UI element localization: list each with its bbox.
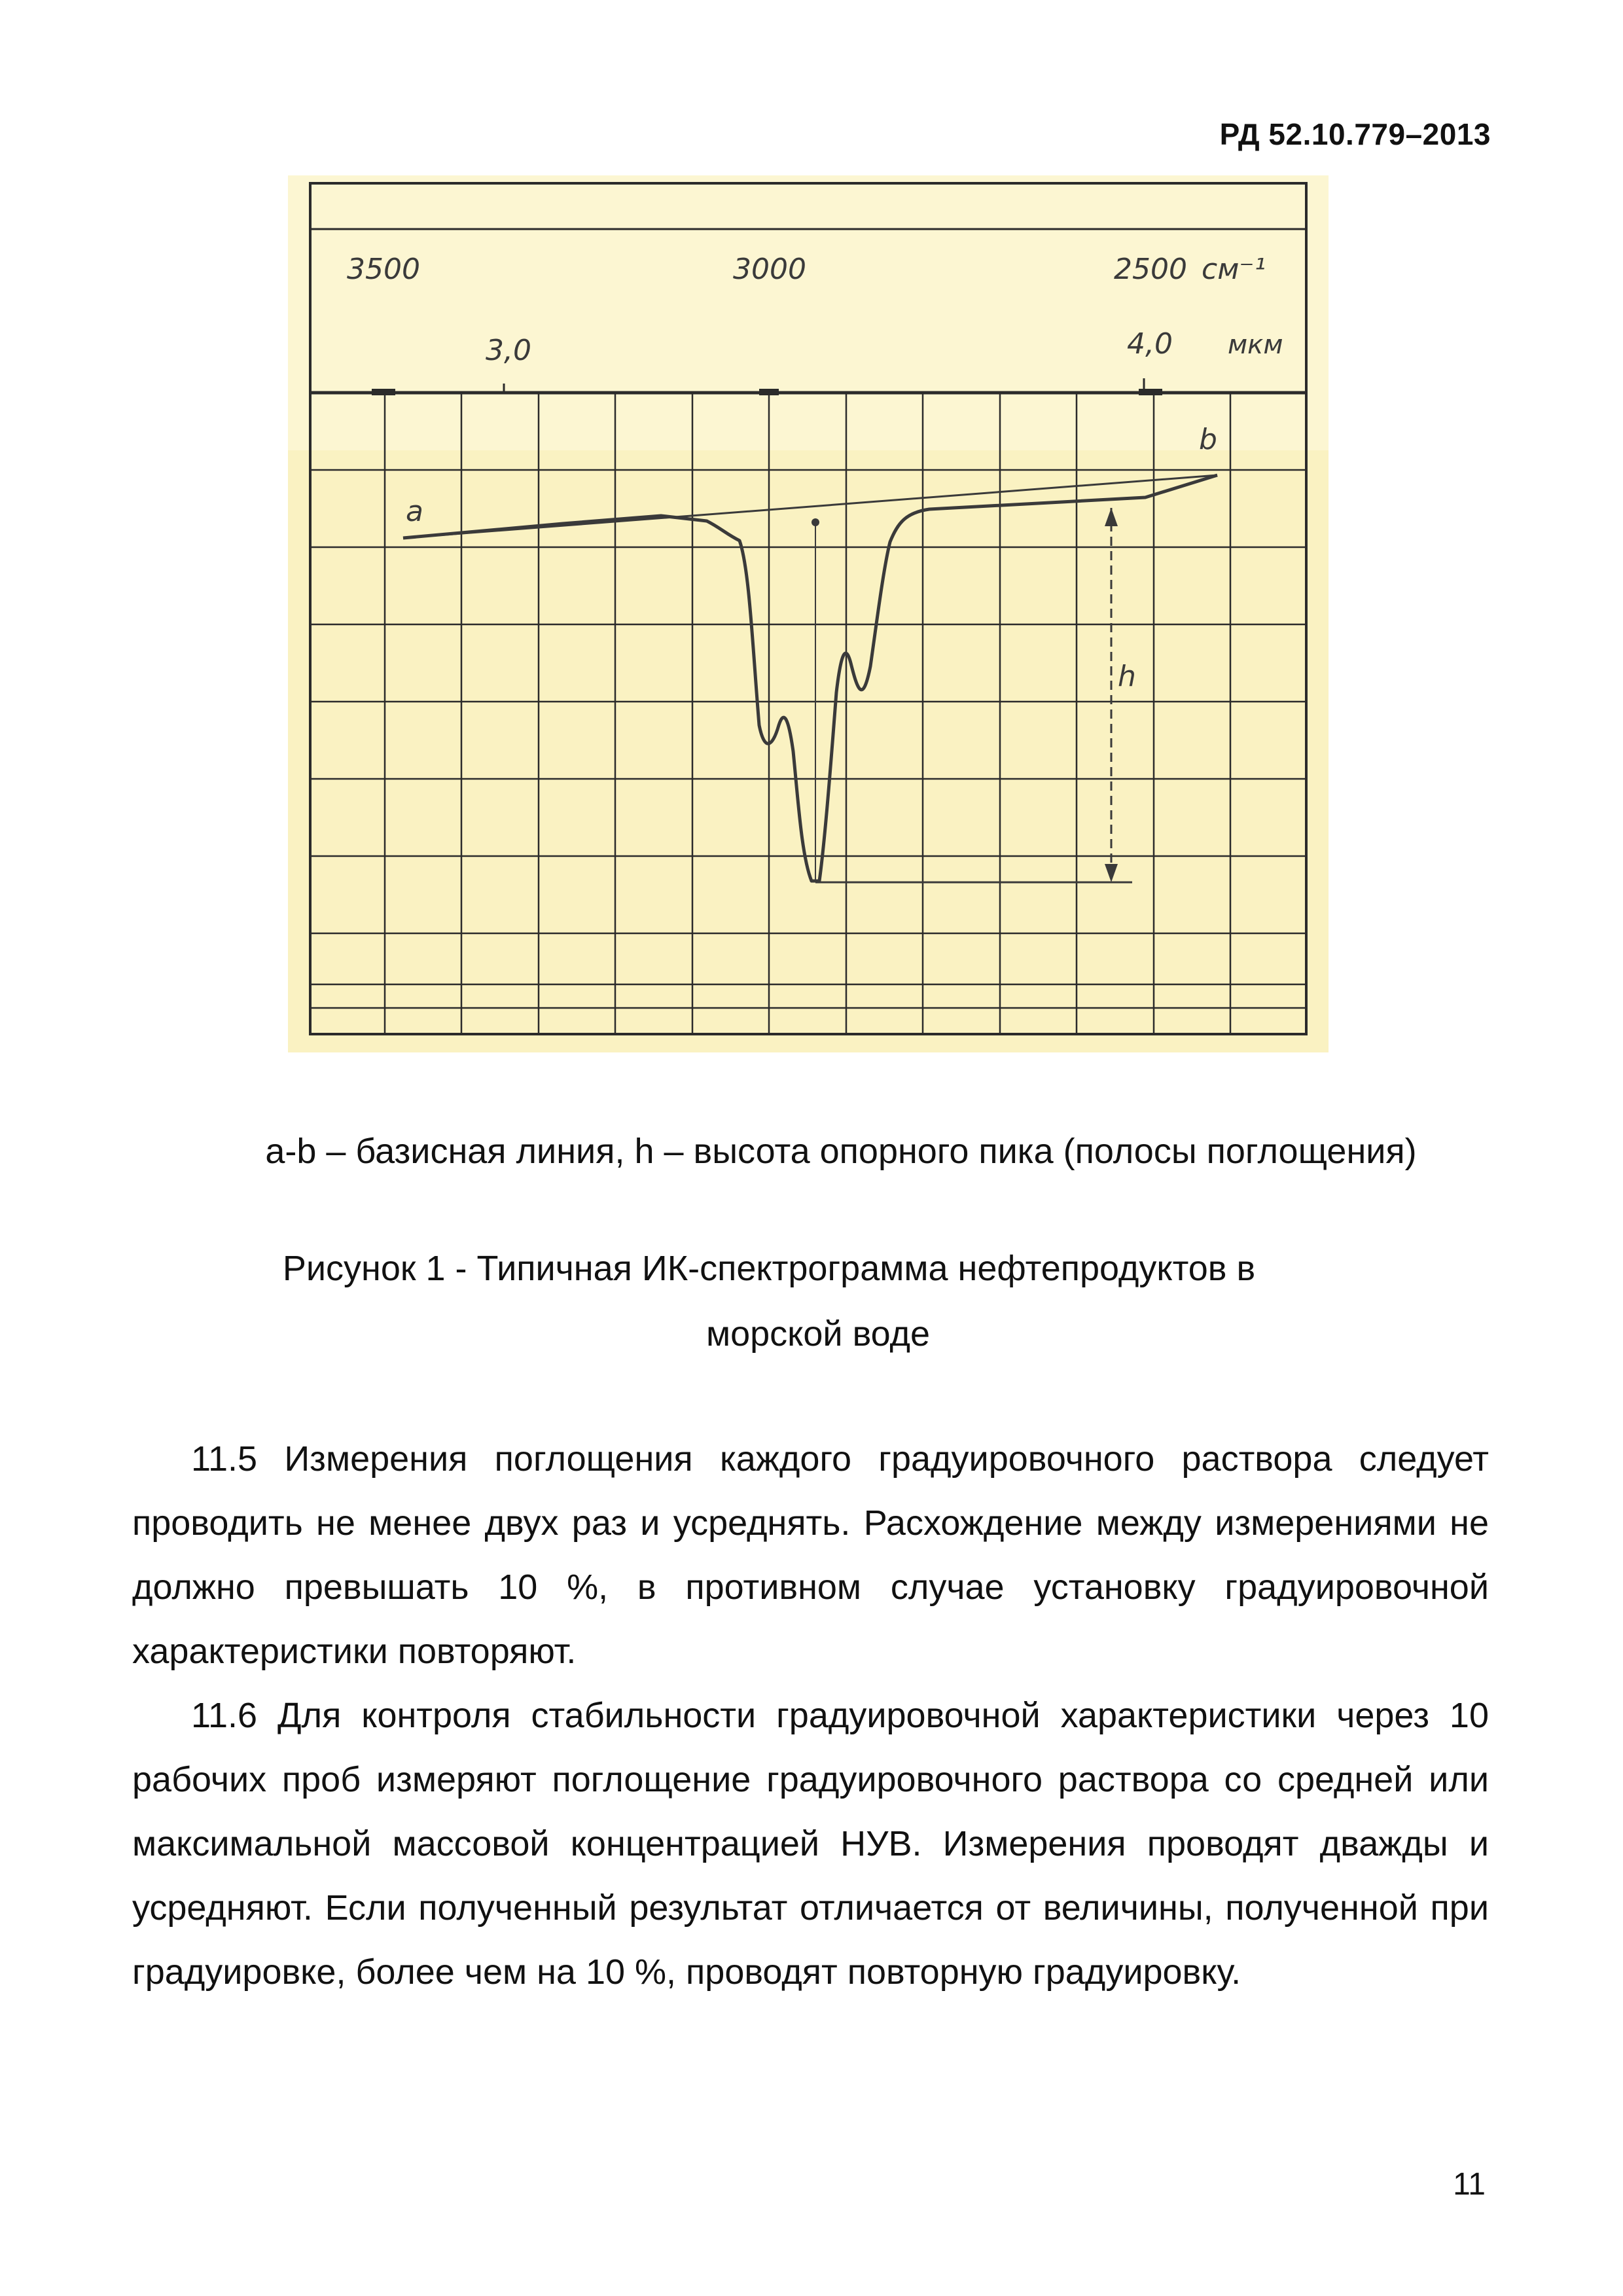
paragraph-11-5-text: 11.5 Измерения поглощения каждого градуировочного раствора следует проводить не менее двух раз и усреднять. Расхождение между измерениями не должно превышать 10 %, в противном случае установку градуировочной характеристики повторяют.	[132, 1439, 1489, 1671]
paragraph-11-5	[132, 1427, 1489, 1683]
paper-yellow-tint	[288, 450, 1329, 1052]
baseline-label-a: a	[406, 495, 423, 528]
document-code: РД 52.10.779–2013	[1219, 117, 1491, 151]
figure-legend: a-b – базисная линия, h – высота опорного пика (полосы поглощения)	[265, 1132, 1417, 1171]
wavelength-tick-4-0: 4,0	[1127, 327, 1173, 361]
figure-caption	[0, 1236, 1623, 1367]
spectrogram-svg	[288, 175, 1329, 1052]
baseline-label-b: b	[1199, 423, 1217, 456]
figure-caption-line-1: Рисунок 1 - Типичная ИК-спектрограмма нефтепродуктов в	[282, 1249, 1256, 1288]
paragraph-11-6-text: 11.6 Для контроля стабильности градуировочной характеристики через 10 рабочих проб измеряют поглощение градуировочного раствора со средней или максимальной массовой концентрацией НУВ. Измерения проводят дважды и усредняют. Если полученный результат отличается от величины, полученной при градуировке, более чем на 10 %, проводят повторную градуировку.	[132, 1696, 1489, 1992]
ir-spectrogram-figure	[288, 175, 1329, 1052]
wavenumber-tick-3000: 3000	[733, 253, 806, 286]
figure-caption-line-2: морской воде	[705, 1314, 931, 1354]
height-label-h: h	[1118, 660, 1136, 693]
wavenumber-tick-2500: 2500	[1114, 253, 1187, 286]
tick-mark-3500	[372, 389, 395, 395]
wavelength-unit: мкм	[1228, 330, 1283, 360]
tick-mark-2500	[1139, 389, 1162, 395]
wavenumber-unit: см⁻¹	[1202, 253, 1266, 286]
wavelength-tick-3-0: 3,0	[486, 334, 531, 367]
paragraph-11-6	[132, 1683, 1489, 2004]
page-number: 11	[1453, 2167, 1486, 2202]
wavenumber-tick-3500: 3500	[347, 253, 420, 286]
